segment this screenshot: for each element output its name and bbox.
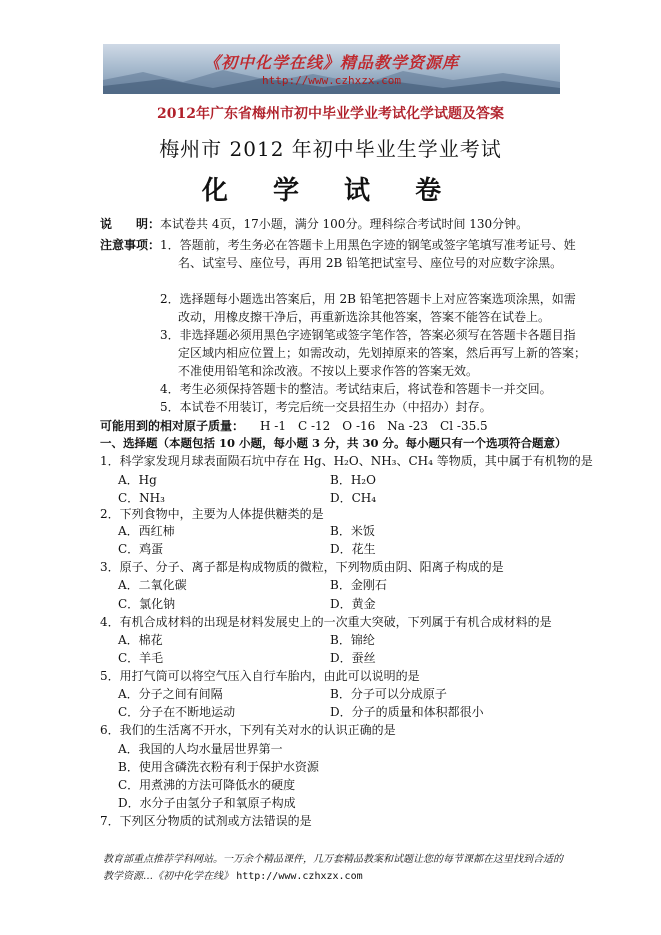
attention-label: 注意事项： (100, 238, 161, 252)
option-4d: D．蚕丝 (330, 651, 376, 665)
banner-title: 《初中化学在线》精品教学资源库 (203, 53, 459, 72)
option-3a: A．二氧化碳 (118, 578, 187, 592)
option-1c: C．NH₃ (118, 491, 165, 505)
option-2c: C．鸡蛋 (118, 542, 164, 556)
site-banner (103, 44, 560, 94)
section-heading: 一、选择题（本题包括 10 小题，每小题 3 分，共 30 分。每小题只有一个选项符合题意） (100, 436, 567, 450)
attention-item: 名、试室号、座位号，再用 2B 铅笔把试室号、座位号的对应数字涂黑。 (178, 256, 563, 270)
question-7: 7．下列区分物质的试剂或方法错误的是 (100, 814, 312, 828)
option-1a: A．Hg (118, 473, 157, 487)
question-4: 4．有机合成材料的出现是材料发展史上的一次重大突破，下列属于有机合成材料的是 (100, 615, 552, 629)
option-6c: C．用煮沸的方法可降低水的硬度 (118, 778, 296, 792)
footer-url[interactable]: http://www.czhxzx.com (236, 871, 363, 882)
attention-item: 不准使用铅笔和涂改液。不按以上要求作答的答案无效。 (178, 364, 479, 378)
option-5b: B．分子可以分成原子 (330, 687, 447, 701)
footer-line-2 (103, 868, 573, 885)
option-2a: A．西红柿 (118, 524, 175, 538)
option-2d: D．花生 (330, 542, 376, 556)
banner-url[interactable]: http://www.czhxzx.com (261, 74, 402, 87)
option-3b: B．金刚石 (330, 578, 387, 592)
option-4a: A．棉花 (118, 633, 163, 647)
question-3: 3．原子、分子、离子都是构成物质的微粒，下列物质由阴、阳离子构成的是 (100, 560, 504, 574)
option-2b: B．米饭 (330, 524, 375, 538)
option-6d: D．水分子由氢分子和氧原子构成 (118, 796, 296, 810)
option-5d: D．分子的质量和体积都很小 (330, 705, 484, 719)
option-4c: C．羊毛 (118, 651, 164, 665)
footer-line-1: 教育部重点推荐学科网站。一万余个精品课件，几万套精品教案和试题让您的每节课都在这里找到合适的 (103, 854, 563, 865)
option-3c: C．氯化钠 (118, 597, 176, 611)
option-1d: D．CH₄ (330, 491, 377, 505)
footer (103, 851, 573, 885)
note-text: 本试卷共 4页，17小题，满分 100分。理科综合考试时间 130分钟。 (160, 217, 529, 231)
option-3d: D．黄金 (330, 597, 376, 611)
question-6: 6．我们的生活离不开水，下列有关对水的认识正确的是 (100, 723, 396, 737)
option-1b: B．H₂O (330, 473, 376, 487)
option-6b: B．使用含磷洗衣粉有利于保护水资源 (118, 760, 319, 774)
question-5: 5．用打气筒可以将空气压入自行车胎内，由此可以说明的是 (100, 669, 420, 683)
document-title: 2012年广东省梅州市初中毕业学业考试化学试题及答案 (157, 106, 504, 122)
note-label: 说 明： (100, 217, 161, 231)
option-5a: A．分子之间有间隔 (118, 687, 223, 701)
attention-item: 2．选择题每小题选出答案后，用 2B 铅笔把答题卡上对应答案选项涂黑，如需 (160, 292, 576, 306)
option-5c: C．分子在不断地运动 (118, 705, 236, 719)
question-1: 1．科学家发现月球表面陨石坑中存在 Hg、H₂O、NH₃、CH₄ 等物质，其中属于有机物的是 (100, 454, 593, 468)
option-4b: B．锦纶 (330, 633, 375, 647)
atomic-mass-values: H -1 C -12 O -16 Na -23 Cl -35.5 (260, 419, 488, 433)
attention-item: 改动，用橡皮擦干净后，再重新选涂其他答案，答案不能答在试卷上。 (178, 310, 551, 324)
attention-item: 定区域内相应位置上；如需改动，先划掉原来的答案，然后再写上新的答案； (178, 346, 587, 360)
attention-item: 3．非选择题必须用黑色字迹钢笔或签字笔作答，答案必须写在答题卡各题目指 (160, 328, 576, 342)
exam-title: 梅州市 2012 年初中毕业生学业考试 (159, 137, 502, 161)
atomic-mass-label: 可能用到的相对原子质量： (100, 419, 245, 433)
option-6a: A．我国的人均水量居世界第一 (118, 742, 283, 756)
subject-title: 化 学 试 卷 (201, 176, 460, 206)
question-2: 2．下列食物中，主要为人体提供糖类的是 (100, 507, 324, 521)
attention-item: 5．本试卷不用装订，考完后统一交县招生办（中招办）封存。 (160, 400, 492, 414)
attention-item: 1．答题前，考生务必在答题卡上用黑色字迹的钢笔或签字笔填写准考证号、姓 (160, 238, 576, 252)
footer-line-2-text: 教学资源…《初中化学在线》 (103, 871, 233, 882)
attention-item: 4．考生必须保持答题卡的整洁。考试结束后，将试卷和答题卡一并交回。 (160, 382, 552, 396)
